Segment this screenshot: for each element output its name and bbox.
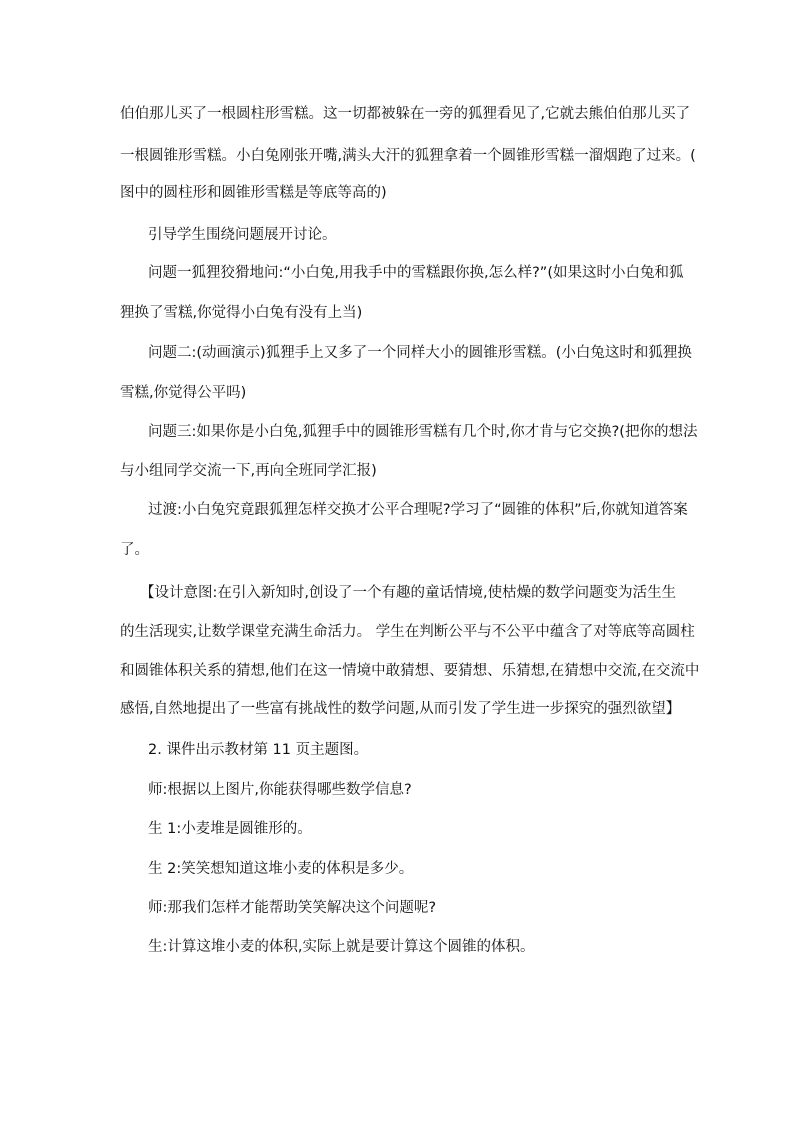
text-line: 了。: [120, 542, 149, 558]
text-line: 图中的圆柱形和圆锥形雪糕是等底等高的): [120, 185, 387, 201]
text-line: 问题一狐狸狡猾地问:“小白兔,用我手中的雪糕跟你换,怎么样?”(如果这时小白兔和狐: [148, 265, 684, 281]
text-line: 引导学生围绕问题展开讨论。: [148, 227, 337, 243]
text-line: 和圆锥体积关系的猜想,他们在这一情境中敢猜想、要猜想、乐猜想,在猜想中交流,在交流中: [120, 663, 700, 679]
text-line: 问题二:(动画演示)狐狸手上又多了一个同样大小的圆锥形雪糕。(小白兔这时和狐狸换: [148, 345, 692, 361]
text-line: 伯伯那儿买了一根圆柱形雪糕。这一切都被躲在一旁的狐狸看见了,它就去熊伯伯那儿买了: [120, 106, 691, 122]
text-line: 感悟,自然地提出了一些富有挑战性的数学问题,从而引发了学生进一步探究的强烈欲望】: [120, 701, 681, 717]
text-line: 的生活现实,让数学课堂充满生命活力。 学生在判断公平与不公平中蕴含了对等底等高圆柱: [120, 624, 695, 640]
text-line: 与小组同学交流一下,再向全班同学汇报): [120, 463, 377, 479]
text-line: 狸换了雪糕,你觉得小白兔有没有上当): [120, 305, 363, 321]
text-line: 生:计算这堆小麦的体积,实际上就是要计算这个圆锥的体积。: [148, 939, 535, 955]
text-line: 一根圆锥形雪糕。小白兔刚张开嘴,满头大汗的狐狸拿着一个圆锥形雪糕一溜烟跑了过来。(: [120, 148, 696, 164]
text-line: 师:那我们怎样才能帮助笑笑解决这个问题呢?: [148, 900, 437, 916]
text-line: 问题三:如果你是小白兔,狐狸手中的圆锥形雪糕有几个时,你才肯与它交换?(把你的想法: [148, 424, 698, 440]
text-line: 师:根据以上图片,你能获得哪些数学信息?: [148, 782, 412, 798]
text-line: 生 2:笑笑想知道这堆小麦的体积是多少。: [148, 861, 414, 877]
text-line: 【设计意图:在引入新知时,创设了一个有趣的童话情境,使枯燥的数学问题变为活生生: [140, 585, 677, 601]
text-line: 雪糕,你觉得公平吗): [120, 385, 247, 401]
text-line: 生 1:小麦堆是圆锥形的。: [148, 821, 312, 837]
text-line: 过渡:小白兔究竟跟狐狸怎样交换才公平合理呢?学习了“圆锥的体积”后,你就知道答案: [148, 502, 688, 518]
text-line: 2. 课件出示教材第 11 页主题图。: [148, 742, 369, 758]
